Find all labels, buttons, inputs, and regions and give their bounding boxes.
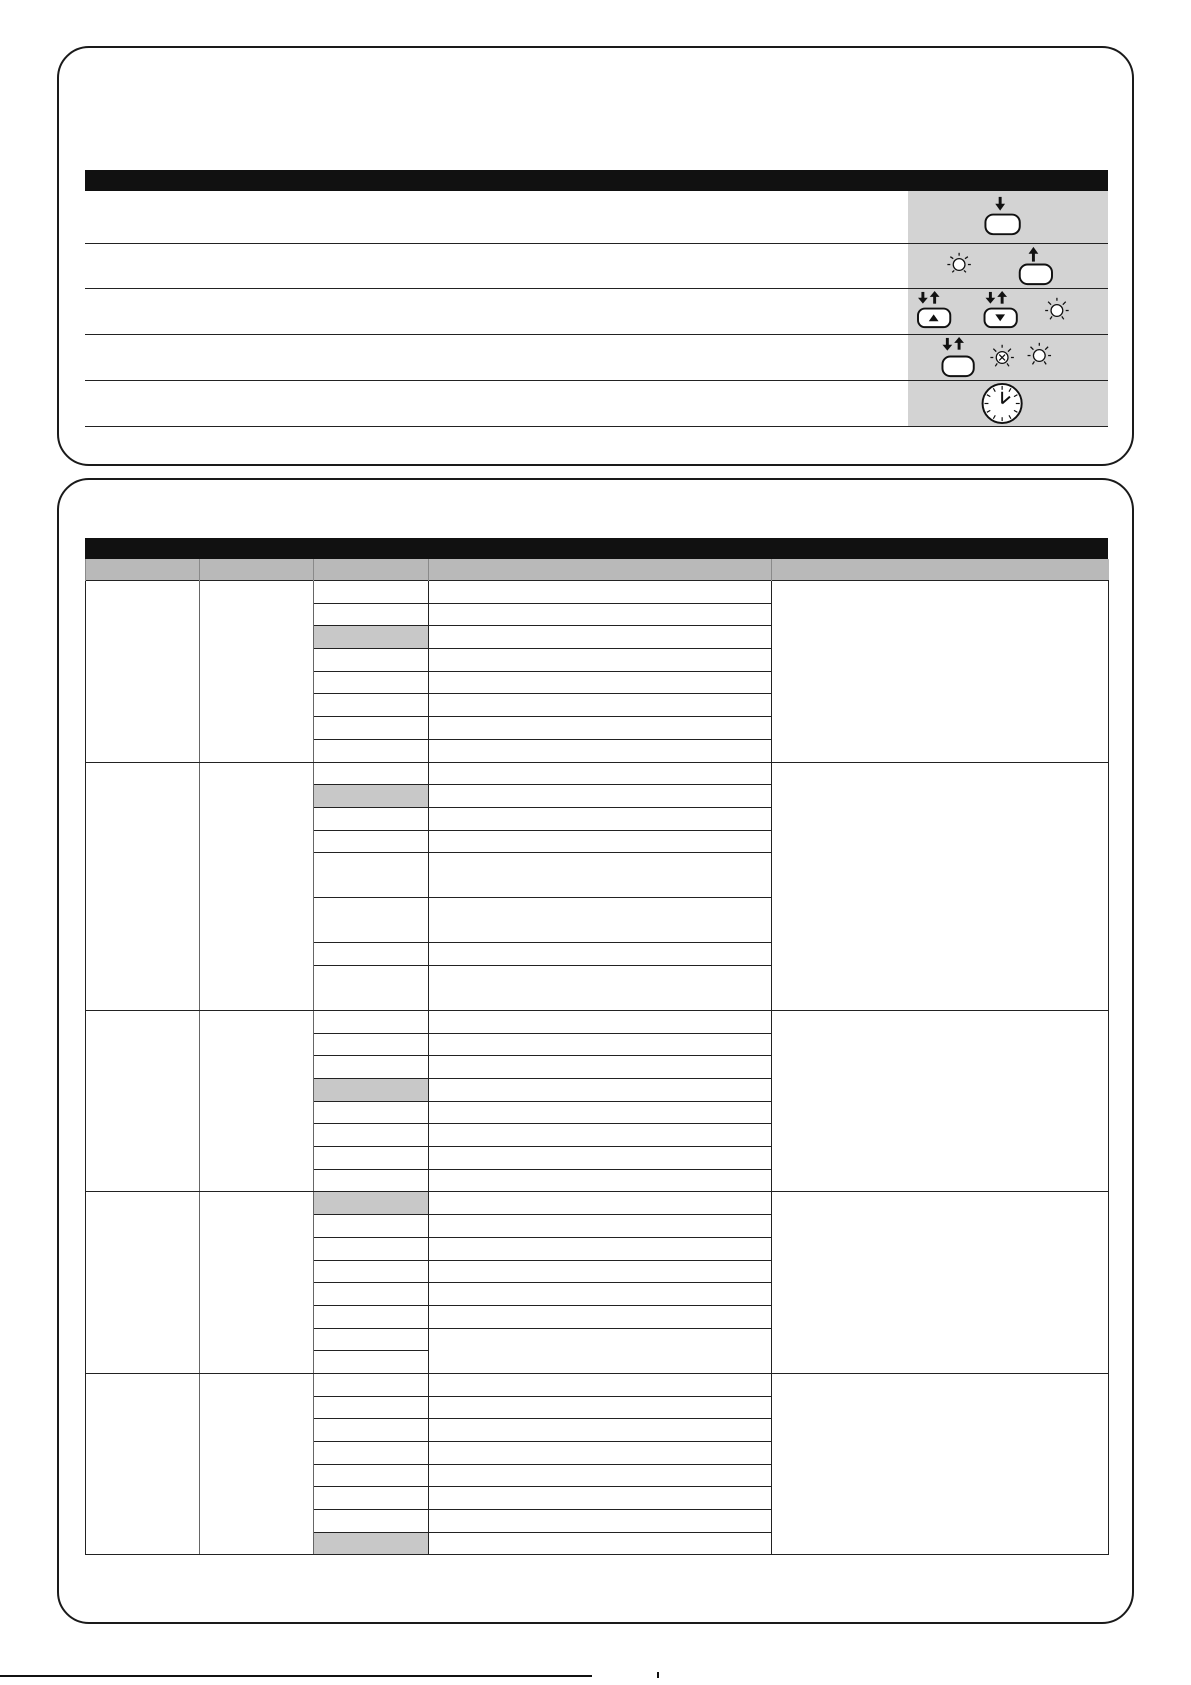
step-text (85, 244, 900, 288)
value-cell (314, 1283, 429, 1306)
notes-cell (772, 1010, 1109, 1192)
description-cell (429, 1305, 772, 1328)
value-cell (314, 830, 429, 853)
description-cell (429, 1487, 772, 1510)
table-body (86, 581, 1109, 1555)
group-cell (86, 1192, 200, 1374)
value-cell (314, 1373, 429, 1396)
description-cell (429, 1328, 772, 1373)
step-icon-cell (908, 289, 1108, 334)
value-cell (314, 671, 429, 694)
procedure-steps (85, 191, 1108, 427)
value-cell (314, 1419, 429, 1442)
press-release-key-leds-icon (908, 335, 1108, 380)
press-key-icon (908, 191, 1108, 243)
notes-cell (772, 581, 1109, 763)
value-cell (314, 762, 429, 785)
group-cell (86, 1373, 200, 1555)
description-cell (429, 1101, 772, 1124)
table-header-row (86, 559, 1109, 581)
value-cell (314, 1464, 429, 1487)
description-cell (429, 1396, 772, 1419)
value-cell (314, 898, 429, 943)
step-text (85, 381, 900, 426)
column-header (200, 559, 314, 581)
up-down-keys-led-icon (908, 289, 1108, 334)
procedure-step (85, 191, 1108, 244)
procedure-step (85, 289, 1108, 335)
timer-clock-icon (908, 381, 1108, 426)
description-cell (429, 671, 772, 694)
description-cell (429, 1147, 772, 1170)
table-row (86, 1192, 1109, 1215)
group-cell (200, 1373, 314, 1555)
procedure-step (85, 335, 1108, 381)
description-cell (429, 1056, 772, 1079)
value-cell (314, 1033, 429, 1056)
value-cell (314, 649, 429, 672)
group-cell (86, 762, 200, 1010)
value-cell (314, 943, 429, 966)
description-cell (429, 830, 772, 853)
description-cell (429, 1124, 772, 1147)
value-cell (314, 1442, 429, 1465)
led-blink-release-key-icon (908, 244, 1108, 288)
value-cell (314, 853, 429, 898)
table-row (86, 581, 1109, 604)
description-cell (429, 603, 772, 626)
description-cell (429, 1169, 772, 1192)
value-cell (314, 581, 429, 604)
step-text (85, 289, 900, 334)
procedure-step (85, 381, 1108, 427)
description-cell (429, 717, 772, 740)
notes-cell (772, 1192, 1109, 1374)
value-cell (314, 1487, 429, 1510)
group-cell (200, 762, 314, 1010)
description-cell (429, 1215, 772, 1238)
description-cell (429, 1260, 772, 1283)
description-cell (429, 581, 772, 604)
notes-cell (772, 762, 1109, 1010)
value-cell (314, 1056, 429, 1079)
step-icon-cell (908, 244, 1108, 288)
group-cell (200, 581, 314, 763)
value-cell (314, 807, 429, 830)
column-header (772, 559, 1109, 581)
step-icon-cell (908, 335, 1108, 380)
description-cell (429, 762, 772, 785)
description-cell (429, 1079, 772, 1102)
value-cell (314, 626, 429, 649)
footer-tick (657, 1672, 659, 1678)
step-icon-cell (908, 191, 1108, 243)
table-row (86, 1373, 1109, 1396)
step-icon-cell (908, 381, 1108, 426)
parameters-header-bar (85, 538, 1108, 559)
description-cell (429, 1237, 772, 1260)
table-row (86, 1010, 1109, 1033)
description-cell (429, 1532, 772, 1555)
value-cell (314, 1510, 429, 1533)
value-cell (314, 1169, 429, 1192)
procedure-header-bar (85, 170, 1108, 191)
value-cell (314, 1010, 429, 1033)
value-cell (314, 1260, 429, 1283)
description-cell (429, 1464, 772, 1487)
value-cell (314, 1396, 429, 1419)
description-cell (429, 1419, 772, 1442)
value-cell (314, 1147, 429, 1170)
procedure-step (85, 244, 1108, 289)
value-cell (314, 1237, 429, 1260)
value-cell (314, 694, 429, 717)
value-cell (314, 1101, 429, 1124)
value-cell (314, 785, 429, 808)
column-header (86, 559, 200, 581)
parameters-table (85, 559, 1109, 1555)
value-cell (314, 1192, 429, 1215)
description-cell (429, 626, 772, 649)
group-cell (200, 1010, 314, 1192)
table-row (86, 762, 1109, 785)
description-cell (429, 1373, 772, 1396)
footer-rule (0, 1675, 592, 1677)
description-cell (429, 1510, 772, 1533)
value-cell (314, 1351, 429, 1374)
value-cell (314, 1079, 429, 1102)
description-cell (429, 1442, 772, 1465)
group-cell (200, 1192, 314, 1374)
group-cell (86, 581, 200, 763)
value-cell (314, 1124, 429, 1147)
description-cell (429, 898, 772, 943)
description-cell (429, 807, 772, 830)
description-cell (429, 853, 772, 898)
column-header (314, 559, 429, 581)
description-cell (429, 1010, 772, 1033)
notes-cell (772, 1373, 1109, 1555)
value-cell (314, 1215, 429, 1238)
description-cell (429, 943, 772, 966)
value-cell (314, 603, 429, 626)
column-header (429, 559, 772, 581)
step-text (85, 335, 900, 380)
value-cell (314, 1532, 429, 1555)
description-cell (429, 1033, 772, 1056)
value-cell (314, 1305, 429, 1328)
value-cell (314, 717, 429, 740)
description-cell (429, 965, 772, 1010)
value-cell (314, 1328, 429, 1351)
step-text (85, 191, 900, 243)
description-cell (429, 785, 772, 808)
description-cell (429, 739, 772, 762)
description-cell (429, 1192, 772, 1215)
value-cell (314, 965, 429, 1010)
value-cell (314, 739, 429, 762)
description-cell (429, 649, 772, 672)
group-cell (86, 1010, 200, 1192)
description-cell (429, 694, 772, 717)
description-cell (429, 1283, 772, 1306)
